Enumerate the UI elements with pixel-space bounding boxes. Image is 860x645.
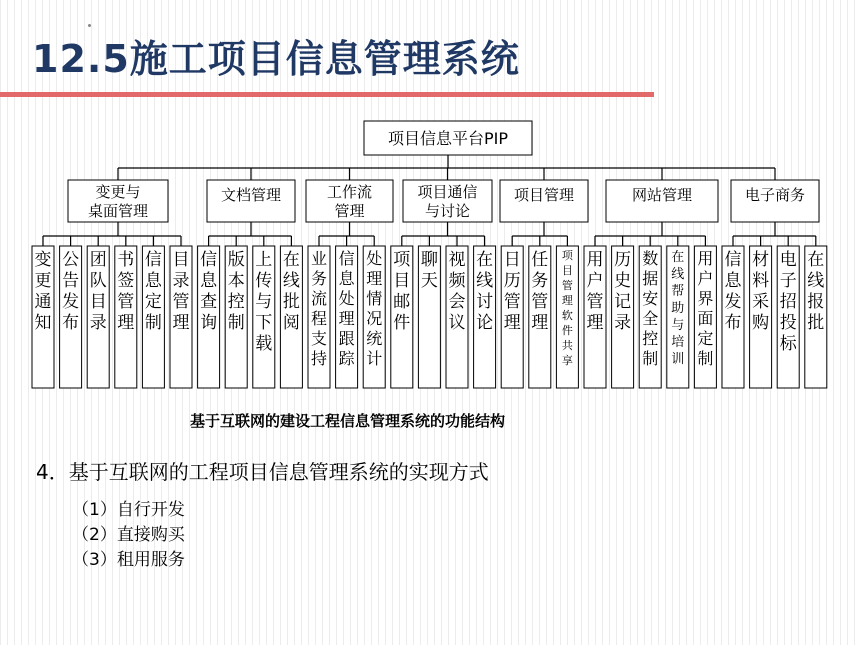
- leaf-label: 目录管理: [172, 250, 190, 333]
- group-label: 管理: [334, 202, 365, 220]
- leaf-label: 用户管理: [586, 250, 604, 333]
- group-label: 变更与: [95, 183, 141, 201]
- leaf-label: 团队目录: [89, 250, 107, 333]
- leaf-label: 项目管理软件共享: [561, 249, 573, 367]
- leaf-label: 在线报批: [807, 250, 825, 333]
- leaf-label: 日历管理: [503, 250, 521, 333]
- leaf-label: 在线帮助与培训: [671, 250, 685, 367]
- leaf-label: 处理情况统计: [366, 249, 383, 368]
- methods-list: [72, 498, 185, 573]
- leaf-label: 信息处理跟踪: [338, 249, 355, 368]
- leaf-label: 历史记录: [614, 250, 632, 333]
- group-label: 桌面管理: [87, 202, 149, 220]
- leaf-label: 在线批阅: [282, 250, 300, 333]
- group-label: 与讨论: [424, 202, 471, 220]
- leaf-label: 数据安全控制: [642, 249, 659, 368]
- group-label: 电子商务: [744, 186, 806, 204]
- leaf-label: 聊天: [420, 250, 438, 291]
- leaf-label: 书签管理: [117, 250, 135, 333]
- section-heading: 4．基于互联网的工程项目信息管理系统的实现方式: [36, 460, 489, 484]
- root-label: 项目信息平台PIP: [387, 129, 509, 148]
- group-label: 项目通信: [417, 183, 478, 201]
- method-item-3: （3）租用服务: [72, 550, 185, 570]
- leaf-label: 公告发布: [62, 250, 80, 333]
- leaf-label: 材料采购: [752, 250, 770, 333]
- leaf-label: 在线讨论: [476, 250, 494, 333]
- leaf-label: 项目邮件: [393, 250, 411, 333]
- leaf-label: 信息定制: [144, 250, 162, 333]
- leaf-label: 变更通知: [34, 250, 52, 333]
- leaf-label: 电子招投标: [779, 250, 797, 354]
- leaf-label: 信息发布: [724, 250, 742, 333]
- group-label: 网站管理: [631, 186, 693, 204]
- group-label: 工作流: [326, 183, 373, 201]
- group-label: 文档管理: [220, 186, 282, 204]
- method-item-1: （1）自行开发: [72, 500, 185, 520]
- leaf-label: 视频会议: [448, 250, 466, 333]
- leaf-label: 任务管理: [531, 250, 549, 333]
- diagram-caption: 基于互联网的建设工程信息管理系统的功能结构: [190, 412, 506, 430]
- method-item-2: （2）直接购买: [72, 525, 185, 545]
- leaf-label: 用户界面定制: [697, 249, 714, 368]
- leaf-label: 上传与下载: [255, 250, 273, 354]
- page-title: 12.5施工项目信息管理系统: [32, 37, 520, 81]
- leaf-label: 版本控制: [227, 250, 245, 333]
- leaf-label: 业务流程支持: [310, 249, 328, 368]
- leaf-label: 信息查询: [200, 250, 218, 333]
- group-label: 项目管理: [513, 186, 575, 204]
